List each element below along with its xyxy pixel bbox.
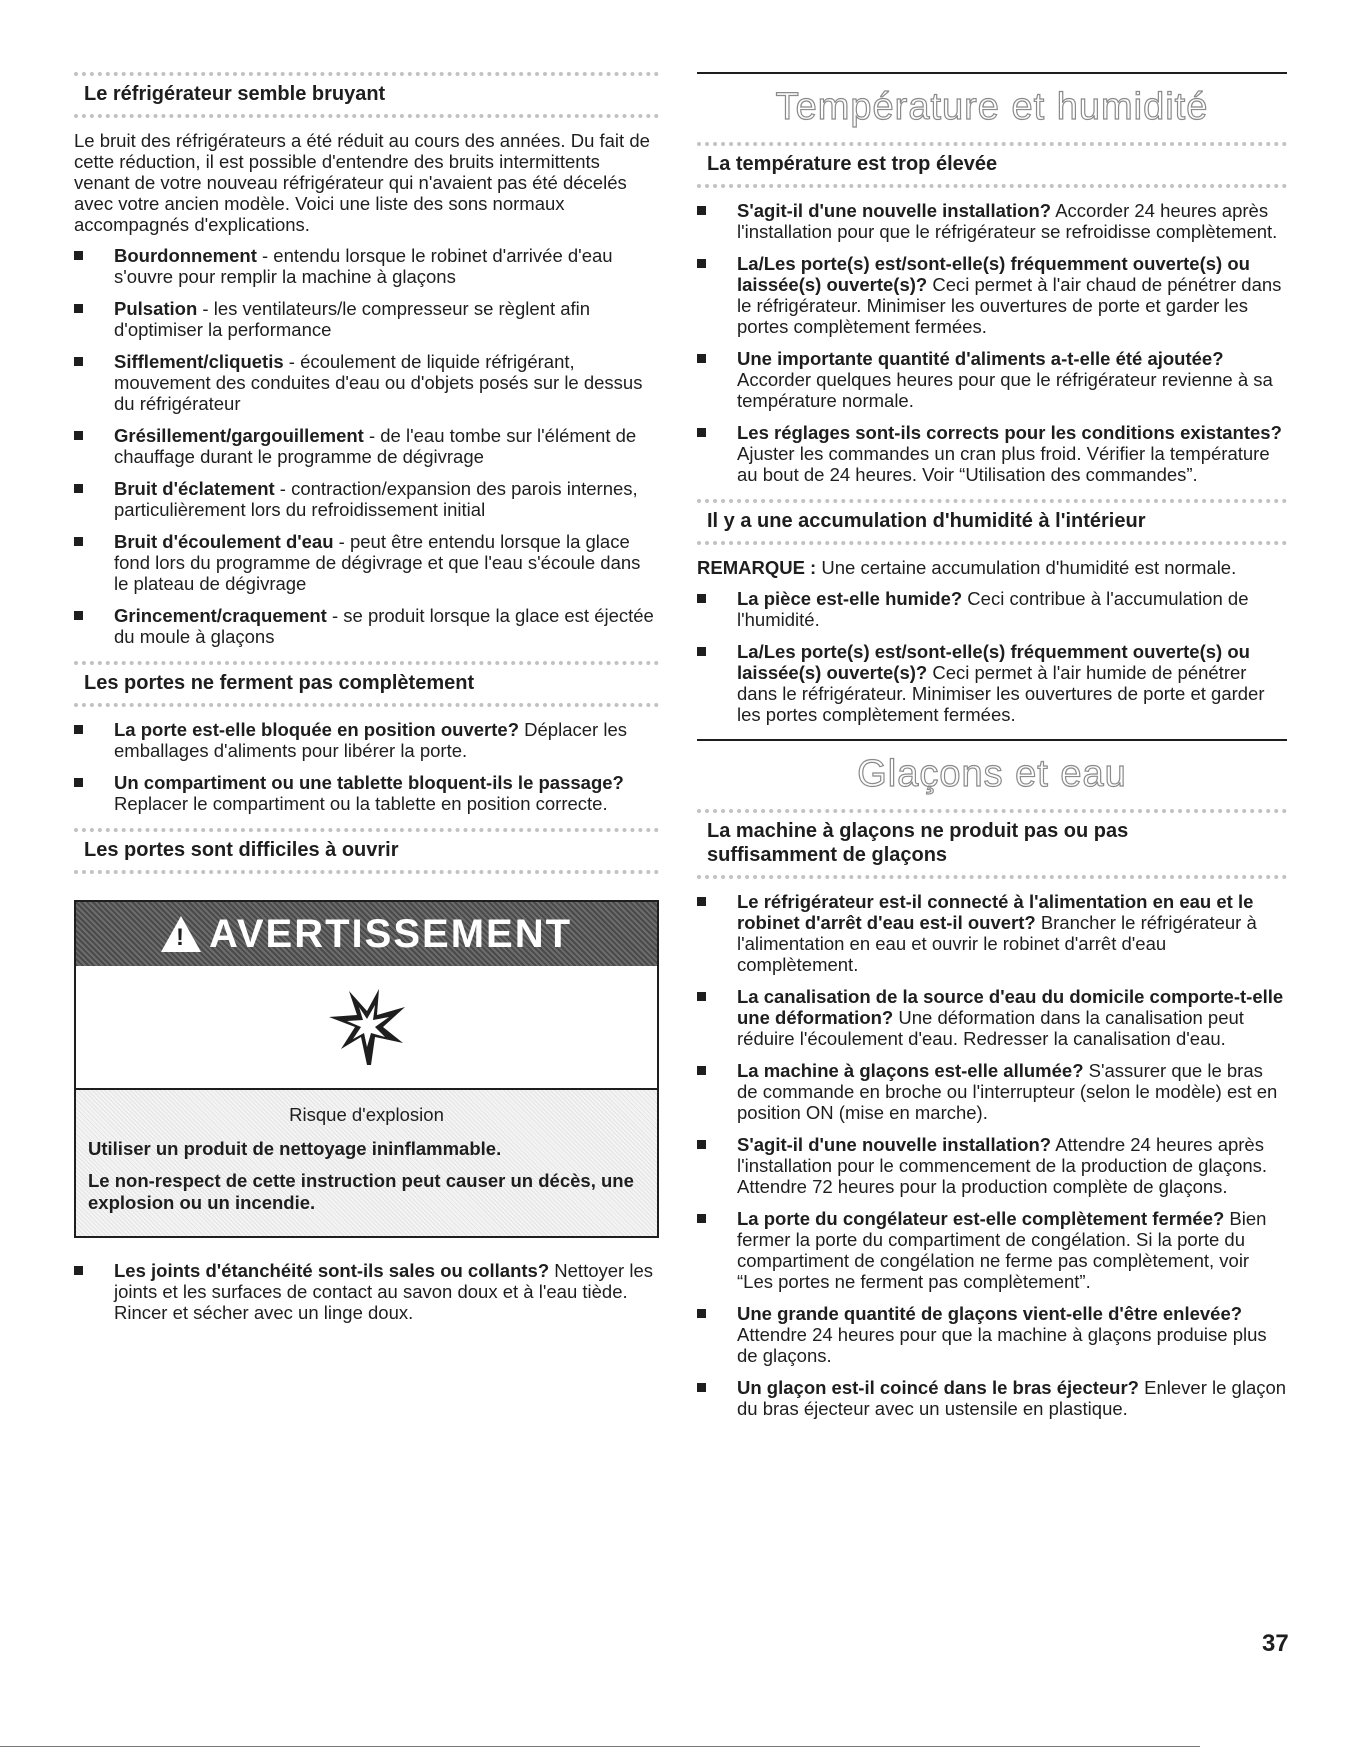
list-item bbox=[74, 351, 659, 414]
remarque-text: Une certaine accumulation d'humidité est normale. bbox=[816, 557, 1237, 578]
temp-high-heading: La température est trop élevée bbox=[707, 153, 998, 175]
warning-triangle-icon bbox=[161, 916, 201, 952]
ice-heading-line-2: suffisamment de glaçons bbox=[707, 844, 948, 866]
item-term: Une importante quantité d'aliments a-t-elle été ajoutée? bbox=[737, 348, 1224, 369]
item-text: - se produit lorsque la glace est éjectée du moule à glaçons bbox=[114, 605, 654, 647]
humidity-list bbox=[697, 588, 1287, 725]
item-term: Un compartiment ou une tablette bloquent-ils le passage? bbox=[114, 772, 624, 793]
list-item bbox=[74, 772, 659, 814]
list-item bbox=[74, 298, 659, 340]
item-text: Attendre 24 heures pour que la machine à glaçons produise plus de glaçons. bbox=[737, 1324, 1267, 1366]
item-term: Le réfrigérateur est-il connecté à l'alimentation en eau et le robinet d'arrêt d'eau est-il ouvert? bbox=[737, 891, 1254, 933]
remarque-label: REMARQUE : bbox=[697, 557, 817, 578]
list-item bbox=[697, 422, 1287, 485]
item-term: S'agit-il d'une nouvelle installation? bbox=[737, 200, 1052, 221]
item-term: La porte du congélateur est-elle complètement fermée? bbox=[737, 1208, 1225, 1229]
item-text: Replacer le compartiment ou la tablette en position correcte. bbox=[114, 793, 608, 814]
doors-not-closing-list bbox=[74, 719, 659, 814]
item-term: Bruit d'éclatement bbox=[114, 478, 275, 499]
list-item bbox=[697, 200, 1287, 242]
list-item bbox=[74, 425, 659, 467]
list-item bbox=[74, 245, 659, 287]
noisy-heading: Le réfrigérateur semble bruyant bbox=[84, 83, 386, 105]
item-text: - peut être entendu lorsque la glace fond lors du programme de dégivrage et que l'eau s'écoule dans le plateau de dégivrage bbox=[114, 531, 641, 594]
item-term: Grincement/craquement bbox=[114, 605, 327, 626]
item-text: S'assurer que le bras de commande en broche ou l'interrupteur (selon le modèle) est en position ON (mise en marche). bbox=[737, 1060, 1278, 1123]
item-text: Ceci permet à l'air chaud de pénétrer dans le réfrigérateur. Minimiser les ouvertures de porte et garder les portes complètement fermées. bbox=[737, 274, 1282, 337]
ice-heading-bar bbox=[697, 809, 1287, 879]
humidity-heading: Il y a une accumulation d'humidité à l'intérieur bbox=[707, 510, 1146, 532]
item-text: Nettoyer les joints et les surfaces de contact au savon doux et à l'eau tiède. Rincer et sécher avec un linge doux. bbox=[114, 1260, 653, 1323]
ice-list bbox=[697, 891, 1287, 1419]
warning-line-1: Utiliser un produit de nettoyage ininflammable. bbox=[88, 1138, 502, 1159]
warning-risk: Risque d'explosion bbox=[289, 1104, 444, 1125]
list-item bbox=[697, 641, 1287, 725]
doors-hard-heading: Les portes sont difficiles à ouvrir bbox=[84, 839, 399, 861]
item-text: Déplacer les emballages d'aliments pour libérer la porte. bbox=[114, 719, 627, 761]
warning-title: AVERTISSEMENT bbox=[208, 911, 573, 956]
page-number: 37 bbox=[1262, 1630, 1289, 1657]
item-text: - de l'eau tombe sur l'élément de chauffage durant le programme de dégivrage bbox=[114, 425, 637, 467]
temp-section-title-wrap bbox=[697, 72, 1287, 132]
right-column bbox=[697, 72, 1287, 1433]
item-term: Les réglages sont-ils corrects pour les conditions existantes? bbox=[737, 422, 1282, 443]
item-text: Accorder 24 heures après l'installation pour que le réfrigérateur se refroidisse complètement. bbox=[737, 200, 1278, 242]
warning-line-2: Le non-respect de cette instruction peut causer un décès, une explosion ou un incendie. bbox=[88, 1170, 634, 1213]
item-term: Les joints d'étanchéité sont-ils sales ou collants? bbox=[114, 1260, 550, 1281]
list-item bbox=[697, 1377, 1287, 1419]
temp-high-heading-bar bbox=[697, 142, 1287, 188]
humidity-remarque bbox=[697, 557, 1287, 578]
item-text: Enlever le glaçon du bras éjecteur avec un ustensile en plastique. bbox=[737, 1377, 1287, 1419]
item-text: Accorder quelques heures pour que le réfrigérateur revienne à sa température normale. bbox=[737, 369, 1273, 411]
noisy-heading-bar bbox=[74, 72, 659, 118]
doors-hard-list bbox=[74, 1260, 659, 1323]
list-item bbox=[74, 605, 659, 647]
item-term: S'agit-il d'une nouvelle installation? bbox=[737, 1134, 1052, 1155]
item-text: Ajuster les commandes un cran plus froid. Vérifier la température au bout de 24 heures. Voir “Utilisation des commandes”. bbox=[737, 443, 1270, 485]
item-term: Pulsation bbox=[114, 298, 198, 319]
list-item bbox=[697, 1208, 1287, 1292]
item-text: Attendre 24 heures après l'installation pour le commencement de la production de glaçons. Attendre 72 heures pour la production complète de glaçons. bbox=[737, 1134, 1268, 1197]
doors-not-closing-heading-bar bbox=[74, 661, 659, 707]
item-text: Bien fermer la porte du compartiment de congélation. Si la porte du compartiment de congélation ne ferme pas complètement, voir “Les portes ne ferment pas complètement”. bbox=[737, 1208, 1267, 1292]
list-item bbox=[74, 719, 659, 761]
doors-not-closing-heading: Les portes ne ferment pas complètement bbox=[84, 672, 475, 694]
item-text: - les ventilateurs/le compresseur se règlent afin d'optimiser la performance bbox=[114, 298, 591, 340]
item-term: Un glaçon est-il coincé dans le bras éjecteur? bbox=[737, 1377, 1139, 1398]
warning-icon-area bbox=[76, 966, 657, 1090]
item-text: Une déformation dans la canalisation peut réduire l'écoulement d'eau. Redresser la canalisation d'eau. bbox=[737, 1007, 1244, 1049]
item-term: La/Les porte(s) est/sont-elle(s) fréquemment ouverte(s) ou laissée(s) ouverte(s)? bbox=[737, 253, 1250, 295]
humidity-heading-bar bbox=[697, 499, 1287, 545]
item-text: Ceci contribue à l'accumulation de l'humidité. bbox=[737, 588, 1249, 630]
ice-section-title-wrap bbox=[697, 739, 1287, 799]
bottom-rule bbox=[0, 1746, 1200, 1747]
item-term: La porte est-elle bloquée en position ouverte? bbox=[114, 719, 520, 740]
list-item bbox=[697, 1134, 1287, 1197]
noisy-intro: Le bruit des réfrigérateurs a été réduit au cours des années. Du fait de cette réduction, il est possible d'entendre des bruits intermittents venant de votre nouveau réfrigérateur qui n'avaient pas été décelés avec votre ancien modèle. Voici une liste des sons normaux accompagnés d'explications. bbox=[74, 130, 650, 235]
list-item bbox=[697, 253, 1287, 337]
warning-body bbox=[76, 1090, 657, 1236]
item-term: La pièce est-elle humide? bbox=[737, 588, 963, 609]
noisy-list bbox=[74, 245, 659, 647]
item-term: Bruit d'écoulement d'eau bbox=[114, 531, 334, 552]
item-term: Bourdonnement bbox=[114, 245, 257, 266]
item-term: Grésillement/gargouillement bbox=[114, 425, 364, 446]
list-item bbox=[74, 1260, 659, 1323]
item-term: La machine à glaçons est-elle allumée? bbox=[737, 1060, 1084, 1081]
item-text: Brancher le réfrigérateur à l'alimentation en eau et ouvrir le robinet d'arrêt d'eau complètement. bbox=[737, 912, 1257, 975]
explosion-icon bbox=[327, 987, 407, 1067]
item-term: Une grande quantité de glaçons vient-elle d'être enlevée? bbox=[737, 1303, 1243, 1324]
list-item bbox=[697, 1060, 1287, 1123]
warning-box bbox=[74, 900, 659, 1238]
list-item bbox=[697, 891, 1287, 975]
item-text: - écoulement de liquide réfrigérant, mouvement des conduites d'eau ou d'objets posés sur le dessus du réfrigérateur bbox=[114, 351, 643, 414]
item-term: Sifflement/cliquetis bbox=[114, 351, 284, 372]
item-term: La/Les porte(s) est/sont-elle(s) fréquemment ouverte(s) ou laissée(s) ouverte(s)? bbox=[737, 641, 1250, 683]
list-item bbox=[697, 1303, 1287, 1366]
left-column bbox=[74, 72, 659, 1337]
list-item bbox=[697, 588, 1287, 630]
list-item bbox=[74, 531, 659, 594]
list-item bbox=[74, 478, 659, 520]
temp-section-title: Température et humidité bbox=[775, 86, 1209, 128]
list-item bbox=[697, 986, 1287, 1049]
list-item bbox=[697, 348, 1287, 411]
item-term: La canalisation de la source d'eau du domicile comporte-t-elle une déformation? bbox=[737, 986, 1284, 1028]
warning-header bbox=[76, 902, 657, 966]
item-text: - entendu lorsque le robinet d'arrivée d'eau s'ouvre pour remplir la machine à glaçons bbox=[114, 245, 613, 287]
doors-hard-heading-bar bbox=[74, 828, 659, 874]
ice-heading bbox=[707, 819, 1277, 867]
ice-section-title: Glaçons et eau bbox=[857, 753, 1127, 795]
ice-heading-line-1: La machine à glaçons ne produit pas ou pas bbox=[707, 820, 1129, 842]
item-text: Ceci permet à l'air humide de pénétrer dans le réfrigérateur. Minimiser les ouvertures de porte et garder les portes complètement fermées. bbox=[737, 662, 1265, 725]
item-text: - contraction/expansion des parois internes, particulièrement lors du refroidissement initial bbox=[114, 478, 638, 520]
temp-high-list bbox=[697, 200, 1287, 485]
